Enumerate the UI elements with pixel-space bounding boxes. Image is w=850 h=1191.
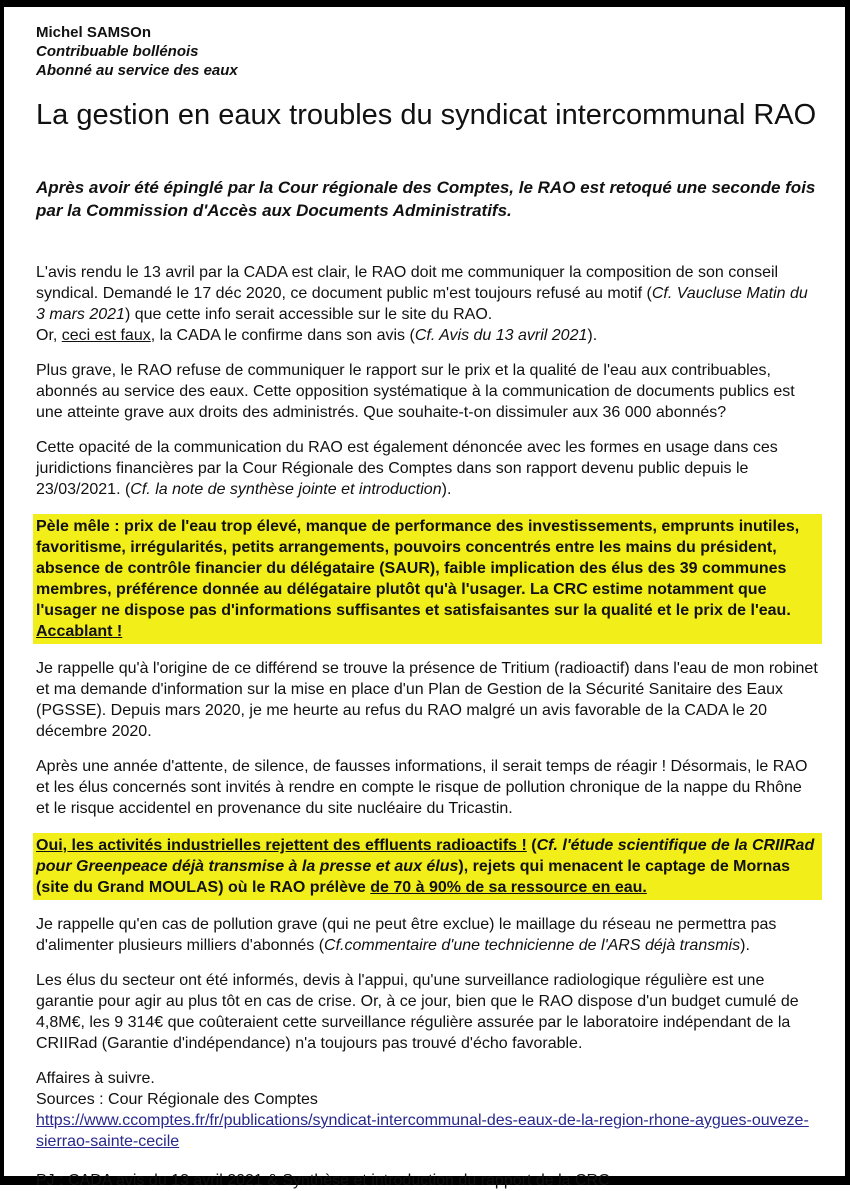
text-segment: ) que cette info serait accessible sur le site du RAO. xyxy=(124,306,493,323)
text-segment: Je rappelle qu'en cas de pollution grave (qui ne peut être exclue) le maillage du réseau ne permettra pas d'alimenter plusieurs milliers d'abonnés ( xyxy=(36,916,777,954)
pj-line xyxy=(36,1170,819,1191)
text-segment: ( xyxy=(526,837,537,854)
text-segment: Sources : Cour Régionale des Comptes xyxy=(36,1091,318,1108)
highlight-effluents xyxy=(33,833,822,900)
text-segment: de 70 à 90% de sa ressource en eau. xyxy=(370,879,647,896)
text-segment: ceci est faux xyxy=(61,327,151,344)
text-segment: Cf.commentaire d'une technicienne de l'ARS déjà transmis xyxy=(324,937,741,954)
para-surveillance xyxy=(36,970,819,1054)
text-segment: Plus grave, le RAO refuse de communiquer le rapport sur le prix et la qualité de l'eau aux contribuables, abonnés au service des eaux. Cette opposition systématique à la communication de documents publics est une atteinte grave aux droits des administrés. Que souhaite-t-on dissimuler aux 36 000 abonnés? xyxy=(36,362,795,421)
text-segment: Cette opacité de la communication du RAO est également dénoncée avec les formes en usage dans ces juridictions financières par la Cour Régionale des Comptes dans son rapport devenu public depuis le 23/03/2021. ( xyxy=(36,439,778,498)
highlight-crc-findings xyxy=(33,514,822,644)
text-segment: Cf. l'étude scientifique de la CRIIRad pour Greenpeace déjà transmise à la presse et aux élus xyxy=(36,837,815,875)
text-segment: ). xyxy=(587,327,598,344)
text-segment: , la CADA le confirme dans son avis ( xyxy=(150,327,415,344)
text-segment: Après une année d'attente, de silence, de fausses informations, il serait temps de réagir ! Désormais, le RAO et les élus concernés sont invités à rendre en compte le risque de pollution chronique de la nappe du Rhône et le risque accidentel en provenance du site nucléaire du Tricastin. xyxy=(36,758,808,817)
text-segment: Oui, les activités industrielles rejettent des effluents radioactifs ! xyxy=(36,837,527,854)
author-role-contribuable: Contribuable bollénois xyxy=(36,43,199,60)
author-name: Michel SAMSOn xyxy=(36,24,152,41)
subtitle: Après avoir été épinglé par la Cour régionale des Comptes, le RAO est retoqué une seconde fois par la Commission d'Accès aux Documents Administratifs. xyxy=(36,178,816,220)
para-tritium xyxy=(36,658,819,742)
text-segment: Pèle mêle : prix de l'eau trop élevé, manque de performance des investissements, emprunts inutiles, favoritisme, irrégularités, petits arrangements, pouvoirs concentrés entre les mains du président, absence de contrôle financier du délégataire (SAUR), faible implication des élus des 39 communes membres, préférence donnée au délégataire plutôt qu'à l'usager. La CRC estime notamment que l'usager ne dispose pas d'informations suffisantes et satisfaisantes sur la qualité et le prix de l'eau. xyxy=(36,518,800,619)
author-block xyxy=(36,23,819,80)
source-link-line xyxy=(36,1110,819,1152)
text-segment: Or, xyxy=(36,327,62,344)
text-segment: ), rejets qui menacent le captage de Mornas (site du Grand MOULAS) où le RAO prélève xyxy=(36,858,791,896)
para-opacite xyxy=(36,437,819,500)
text-segment: Accablant ! xyxy=(36,623,123,640)
text-segment: Affaires à suivre. xyxy=(36,1070,155,1087)
text-segment: Je rappelle qu'à l'origine de ce différend se trouve la présence de Tritium (radioactif) dans l'eau de mon robinet et ma demande d'information sur la mise en place d'un Plan de Gestion de la Sécurité Sanitaire des Eaux (PGSSE). Depuis mars 2020, je me heurte au refus du RAO malgré un avis favorable de la CADA le 20 décembre 2020. xyxy=(36,660,818,740)
text-segment: ). xyxy=(740,937,750,954)
text-segment: Cf. Avis du 13 avril 2021 xyxy=(414,327,588,344)
text-segment: ). xyxy=(441,481,452,498)
author-role-abonne: Abonné au service des eaux xyxy=(36,62,238,79)
page-inner xyxy=(4,7,845,1191)
page-title: La gestion en eaux troubles du syndicat intercommunal RAO xyxy=(36,99,817,131)
text-segment: PJ : CADA avis du 13 avril 2021 & Synthèse et introduction du rapport de la CRC xyxy=(36,1172,610,1189)
para-rapport-prix xyxy=(36,360,819,423)
text-segment: L'avis rendu le 13 avril par la CADA est clair, le RAO doit me communiquer la composition de son conseil syndical. Demandé le 17 déc 2020, ce document public m'est toujours refusé au motif ( xyxy=(36,264,779,302)
text-segment: Cf. Vaucluse Matin du 3 mars 2021 xyxy=(36,285,808,323)
footer-affaires-sources xyxy=(36,1068,819,1110)
document-body xyxy=(36,262,819,1191)
text-segment: Les élus du secteur ont été informés, devis à l'appui, qu'une surveillance radiologique régulière est une garantie pour agir au plus tôt en cas de crise. Or, à ce jour, bien que le RAO dispose d'un budget cumulé de 4,8M€, les 9 314€ que coûteraient cette surveillance régulière assurée par le laboratoire indépendant de la CRIIRad (Garantie d'indépendance) n'a toujours pas trouvé d'écho favorable. xyxy=(36,972,799,1052)
source-link[interactable]: https://www.ccomptes.fr/fr/publications/syndicat-intercommunal-des-eaux-de-la-region-rhone-aygues-ouveze-sierrao-sainte-cecile xyxy=(36,1112,809,1150)
text-segment: Cf. la note de synthèse jointe et introduction xyxy=(130,481,442,498)
para-reagir xyxy=(36,756,819,819)
para-pollution-grave xyxy=(36,914,819,956)
para-cada-avis xyxy=(36,262,819,346)
